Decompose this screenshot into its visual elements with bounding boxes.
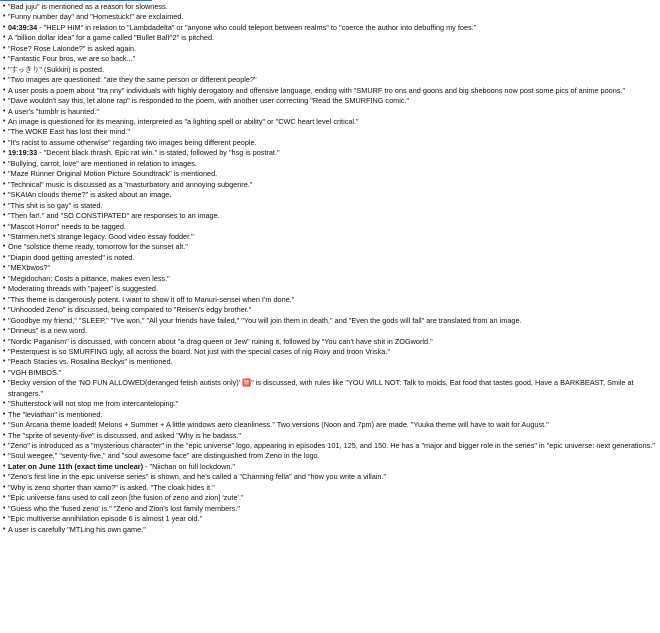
- bullet-text: - "Niichan on full lockdown.": [143, 461, 236, 471]
- summary-bullet-item: [3, 274, 660, 284]
- summary-bullet-item: [3, 326, 660, 336]
- bullet-text: "This shit is so gay" is stated.: [8, 200, 103, 210]
- bullet-text: "Epic universe fans used to call zeon [the fusion of zeno and zion] 'zute'.": [8, 493, 244, 503]
- selection-underline: [0, 0, 152, 1]
- summary-bullet-item: [3, 169, 660, 179]
- summary-bullet-item: [3, 222, 660, 232]
- summary-bullet-item: [3, 399, 660, 409]
- summary-bullet-item: [3, 410, 660, 420]
- summary-bullet-item: [3, 86, 660, 96]
- bullet-text: "すっきり" (Sukkiri) is posted.: [8, 64, 104, 74]
- summary-bullet-item: [3, 451, 660, 461]
- bullet-text: "Mascot Horror" needs to be tagged.: [8, 221, 126, 231]
- timestamp-label: 19:19:33: [8, 148, 38, 158]
- bullet-text: "Epic multiverse annihilation episode 6 is almost 1 year old.": [8, 514, 203, 524]
- bullet-text: "SKAIAn clouds theme?" is asked about an image.: [8, 190, 172, 200]
- summary-bullet-item: [3, 127, 660, 137]
- bullet-text: "Funny number day" and "Homestuck!" are exclaimed.: [8, 12, 184, 22]
- summary-bullet-item: [3, 138, 660, 148]
- bullet-text: "Bad juju" is mentioned as a reason for slowness.: [8, 2, 168, 11]
- summary-bullet-item: [3, 117, 660, 127]
- bullet-text: "Megidochan: Costs a pittance, makes even less.": [8, 273, 170, 283]
- bullet-text: One "solstice theme ready, tomorrow for the sunset alt.": [8, 242, 188, 252]
- bullet-text: "Goodbye my friend," "SLEEP," "I've won," "All your friends have failed," "You will join them in death," and "Even the gods will fall" are translated from an image.: [8, 315, 522, 325]
- bullet-text: "Technical" music is discussed as a "masturbatory and annoying subgenre.": [8, 179, 253, 189]
- bullet-text: - "HELP HIM" in relation to "Lambdadelta" or "anyone who could teleport between realms" to "coerce the author into debuffing my foes.": [37, 22, 477, 32]
- bullet-text: A user posts a poem about "tra nny" individuals with highly derogatory and offensive language, ending with "SMURF tro ons and goons and big sheboons now post some pics of anime poons.": [8, 85, 626, 95]
- summary-bullet-item: [3, 2, 660, 12]
- summary-bullet-item: [3, 420, 660, 430]
- summary-bullet-item: [3, 12, 660, 22]
- summary-bullet-item: [3, 337, 660, 347]
- summary-bullet-item: [3, 441, 660, 451]
- bullet-text: "Pesterquest is so SMURFING ugly, all across the board. Not just with the special cases of nig Roxy and troon Vriska.": [8, 346, 390, 356]
- summary-bullet-item: [3, 54, 660, 64]
- bullet-text: "Bullying, carrot, love" are mentioned in relation to images.: [8, 158, 197, 168]
- bullet-text: - "Decent black thrash. Epic rat win." is stated, followed by "hsg is postrat.": [37, 148, 280, 158]
- summary-bullet-item: [3, 316, 660, 326]
- summary-bullet-item: [3, 65, 660, 75]
- bullet-text: "Nordic Paganism" is discussed, with concern about "a drag queen or Jew" ruining it, followed by "You can't have shit in ZOGworld.": [8, 336, 433, 346]
- summary-bullet-item: [3, 525, 660, 535]
- summary-bullet-item: [3, 75, 660, 85]
- summary-bullet-item: [3, 295, 660, 305]
- summary-bullet-item: [3, 504, 660, 514]
- bullet-text: An image is questioned for its meaning, interpreted as "a lighting spell or ability" or "CWC heart level critical.": [8, 116, 359, 126]
- bullet-text: "Shutterstock will not stop me from intercanteloping.": [8, 399, 179, 409]
- bullet-text: The "leviathan" is mentioned.: [8, 409, 103, 419]
- summary-bullet-item: [3, 253, 660, 263]
- summary-bullet-item: [3, 347, 660, 357]
- summary-bullet-item: [3, 96, 660, 106]
- summary-bullet-item: [3, 357, 660, 367]
- summary-bullet-item: [3, 190, 660, 200]
- bullet-text: "MEXbwos?": [8, 263, 51, 273]
- bullet-text: "Sun Arcana theme loaded! Melons + Summer + A little windows aero cleanliness." Two versions (Noon and 7pm) are made. "Yuuka theme will have to wait for August.": [8, 420, 549, 430]
- bullet-text: "Rose? Rose Lalonde?" is asked again.: [8, 43, 137, 53]
- timestamp-label: Later on June 11th (exact time unclear): [8, 461, 144, 471]
- summary-bullet-item: [3, 211, 660, 221]
- summary-bullet-item: [3, 33, 660, 43]
- bullet-text: "Why is zeno shorter than xamo?" is asked. "The cloak hides it.": [8, 482, 215, 492]
- bullet-text: "Drineus" is a new word.: [8, 326, 87, 336]
- summary-bullet-item: [3, 514, 660, 524]
- bullet-text: "Maze Runner Original Motion Picture Soundtrack" is mentioned.: [8, 169, 218, 179]
- summary-bullet-item: [3, 472, 660, 482]
- summary-bullet-item: [3, 305, 660, 315]
- bullet-text: "Zeno's first line in the epic universe series" is shown, and he's called a "Charming fella" and "how you write a villain.": [8, 472, 387, 482]
- bullet-text: "Soul weegee," "seventy-five," and "soul awesome face" are distinguished from Zeno in the logo.: [8, 451, 320, 461]
- bullet-text: "Then far!." and "SO CONSTIPATED" are responses to an image.: [8, 211, 220, 221]
- summary-bullet-item: [3, 284, 660, 294]
- summary-bullet-item: [3, 44, 660, 54]
- summary-bullet-item: [3, 180, 660, 190]
- bullet-text: The "sprite of seventy-five" is discussed, and asked "Why is he badass.": [8, 430, 242, 440]
- bullet-text: "Diapin dood getting arrested" is noted.: [8, 252, 135, 262]
- summary-bullet-item: [3, 148, 660, 158]
- summary-bullet-item: [3, 263, 660, 273]
- summary-bullet-item: [3, 368, 660, 378]
- summary-bullet-item: [3, 23, 660, 33]
- summary-bullet-item: [3, 201, 660, 211]
- summary-bullet-item: [3, 483, 660, 493]
- bullet-text: "Fantastic Four bros, we are so back...": [8, 54, 136, 64]
- summary-bullet-item: [3, 159, 660, 169]
- bullet-text: "Zeno" is introduced as a "mysterious character" in the "epic universe" logo, appearing in episodes 101, 125, and 150. He has a "major and bigger role in the series" in "epic universe: next generations.": [8, 441, 655, 451]
- summary-bullet-item: [3, 107, 660, 117]
- bullet-text: Moderating threads with "pajeet" is suggested.: [8, 284, 158, 294]
- bullet-text: "Dave wouldn't say this, let alone rap" is responded to the poem, with another user correcting "Read the SMURFING comic.": [8, 96, 410, 106]
- bullet-text: A user is carefully "MTLing his own game.": [8, 524, 146, 534]
- bullet-text: "It's racist to assume otherwise" regarding two images being different people.: [8, 137, 257, 147]
- bullet-text: "VGH BIMBOS.": [8, 367, 62, 377]
- bullet-text: "Two images are questioned: "are they the same person or different people?": [8, 75, 257, 85]
- bullet-text: "Becky version of the 'NO FUN ALLOWED(deranged fetish autists only)' 🈲" is discussed, with rules like "YOU WILL NOT: Talk to moids, Eat food that tastes good, Have a BARKBEAST, Smile at strangers.": [8, 378, 634, 398]
- bullet-text: "Unhooded Zeno" is discussed, being compared to "Reisen's edgy brother.": [8, 305, 252, 315]
- summary-bullet-item: [3, 462, 660, 472]
- summary-bullet-item: [3, 493, 660, 503]
- summary-bullet-item: [3, 431, 660, 441]
- summary-bullet-item: [3, 232, 660, 242]
- summary-bullet-item: [3, 378, 660, 399]
- bullet-text: "Guess who the 'fused zeno' is." "Zeno and Zion's lost family members.": [8, 503, 240, 513]
- bullet-text: "This theme is dangerously potent. I want to show it off to Manuri-sensei when I'm done.": [8, 294, 295, 304]
- bullet-text: A user's "tumblr is haunted.": [8, 106, 99, 116]
- bullet-text: "Starmen.net's strange legacy. Good video essay fodder.": [8, 231, 194, 241]
- bullet-text: "Peach Stacies vs. Rosalina Beckys" is mentioned.: [8, 357, 173, 367]
- bullet-text: A "billion dollar idea" for a game called "Bullet Ball^2" is pitched.: [8, 33, 215, 43]
- bullet-text: "The WOKE East has lost their mind.": [8, 127, 130, 137]
- summary-bullet-item: [3, 242, 660, 252]
- timestamp-label: 04:39:34: [8, 22, 38, 32]
